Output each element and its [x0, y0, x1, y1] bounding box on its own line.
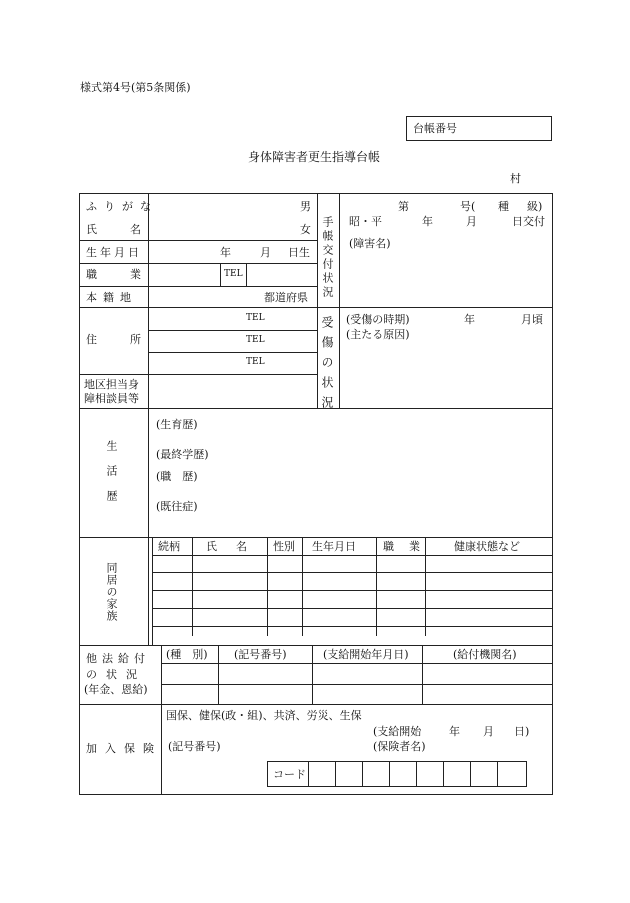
tel-label: TEL: [224, 269, 243, 279]
work-history-label: (職 歴): [156, 470, 198, 483]
code-cell-6: [470, 762, 471, 786]
page-title: 身体障害者更生指導台帳: [248, 150, 381, 164]
code-cell-7: [497, 762, 498, 786]
family-col-relation: 続柄: [158, 540, 180, 553]
address-label: 住 所: [86, 333, 152, 346]
honseki-label: 本籍地: [86, 291, 137, 304]
insurance-symbol-number: (記号番号): [168, 740, 221, 753]
family-row-5: [152, 626, 552, 627]
code-cell-2: [362, 762, 363, 786]
handbook-year: 年: [422, 215, 433, 228]
form-number: 様式第4号(第5条関係): [80, 81, 191, 94]
sep-benefits-end: [80, 704, 552, 705]
family-row-1: [152, 555, 552, 556]
handbook-status-label: 手帳交付状況: [321, 216, 334, 300]
job-label: 職 業: [86, 268, 152, 281]
label-col-sep-top: [148, 194, 149, 537]
family-col-health: 健康状態など: [454, 540, 520, 553]
benefits-col-number: (記号番号): [234, 648, 287, 661]
family-col-sex: 性別: [273, 540, 295, 553]
benefits-label-3: (年金、恩給): [84, 683, 148, 696]
village-label: 村: [510, 172, 521, 185]
benefits-col-2: [312, 645, 313, 704]
insurance-day: 日): [514, 725, 530, 738]
tel-col-sep-1: [220, 263, 221, 286]
family-col-birth: 生年月日: [312, 540, 356, 553]
ledger-number-box: [406, 116, 552, 141]
benefits-col-agency: (給付機関名): [453, 648, 517, 661]
disability-name-label: (障害名): [349, 237, 391, 250]
family-row-3: [152, 590, 552, 591]
family-label: 同居の家族: [105, 562, 118, 622]
row-sep-1: [80, 240, 317, 241]
injury-month: 月頃: [521, 313, 543, 326]
education-label: (最終学歴): [156, 448, 209, 461]
family-col-5: [425, 537, 426, 636]
birth-label: 生年月日: [86, 246, 142, 259]
insurance-types: 国保、健保(政・組)、共済、労災、生保: [166, 709, 362, 722]
code-label-sep: [308, 762, 309, 786]
furigana-label: ふりがな: [86, 200, 158, 213]
handbook-go: 号(: [460, 200, 476, 213]
district-label: 地区担当身障相談員等: [84, 378, 139, 405]
addr-sep-1: [148, 330, 317, 331]
family-col-1: [192, 537, 193, 636]
family-col-job: 職 業: [383, 540, 422, 553]
addr-sep-3: [80, 374, 317, 375]
code-cell-5: [443, 762, 444, 786]
status-col-right: [339, 194, 340, 408]
addr-sep-2: [148, 352, 317, 353]
benefits-col-3: [422, 645, 423, 704]
ledger-form: [79, 193, 553, 795]
handbook-dai: 第: [398, 200, 409, 213]
code-cell-1: [335, 762, 336, 786]
past-illness-label: (既往症): [156, 500, 198, 513]
benefits-row-2: [161, 684, 552, 685]
handbook-shu: 種: [498, 200, 509, 213]
benefits-col-1: [218, 645, 219, 704]
insurance-label: 加入保険: [86, 742, 162, 755]
handbook-day: 日交付: [512, 215, 545, 228]
male-label: 男: [300, 200, 311, 213]
handbook-month: 月: [466, 215, 477, 228]
address-tel-3: TEL: [246, 357, 265, 367]
injury-time-label: (受傷の時期): [346, 313, 410, 326]
family-label-sep: [148, 537, 149, 645]
family-col-name: 氏 名: [206, 540, 251, 553]
sep-history-end: [80, 537, 552, 538]
female-label: 女: [300, 223, 311, 236]
life-history-label: 生活歴: [105, 440, 118, 515]
handbook-kyu: 級): [527, 200, 543, 213]
family-col-2: [267, 537, 268, 636]
benefits-label-sep: [161, 645, 162, 704]
code-box-row: [267, 761, 527, 787]
insurance-year: 年: [449, 725, 460, 738]
sep-personal-end: [80, 307, 552, 308]
insurance-month: 月: [483, 725, 494, 738]
insurance-insurer: (保険者名): [373, 740, 426, 753]
code-label: コード: [273, 768, 306, 781]
row-sep-2: [80, 263, 317, 264]
family-row-2: [152, 572, 552, 573]
injury-cause-label: (主たる原因): [346, 328, 410, 341]
family-inner-left: [152, 537, 153, 645]
address-tel-1: TEL: [246, 313, 265, 323]
benefits-row-1: [161, 663, 552, 664]
sep-family-end: [80, 645, 552, 646]
tel-col-sep-2: [246, 263, 247, 286]
benefits-label-1: 他法給付: [86, 652, 150, 665]
birth-month: 月: [260, 246, 271, 259]
ledger-number-label: 台帳番号: [413, 122, 457, 135]
benefits-label-2: の状況: [86, 668, 146, 681]
insurance-start: (支給開始: [373, 725, 422, 738]
upbringing-label: (生育歴): [156, 418, 198, 431]
sep-address-end: [80, 408, 552, 409]
address-tel-2: TEL: [246, 335, 265, 345]
family-row-4: [152, 608, 552, 609]
injury-status-label: 受傷の状況: [320, 316, 334, 416]
birth-year: 年: [220, 246, 231, 259]
benefits-col-start: (支給開始年月日): [323, 648, 409, 661]
prefecture-label: 都道府県: [264, 291, 308, 304]
name-label: 氏 名: [86, 223, 152, 236]
birth-day: 日生: [288, 246, 310, 259]
code-cell-4: [416, 762, 417, 786]
family-col-4: [376, 537, 377, 636]
status-col-left: [317, 194, 318, 408]
injury-year: 年: [464, 313, 475, 326]
row-sep-3: [80, 286, 317, 287]
benefits-col-type: (種 別): [166, 648, 208, 661]
code-cell-3: [389, 762, 390, 786]
family-col-3: [302, 537, 303, 636]
handbook-era: 昭・平: [349, 215, 382, 228]
